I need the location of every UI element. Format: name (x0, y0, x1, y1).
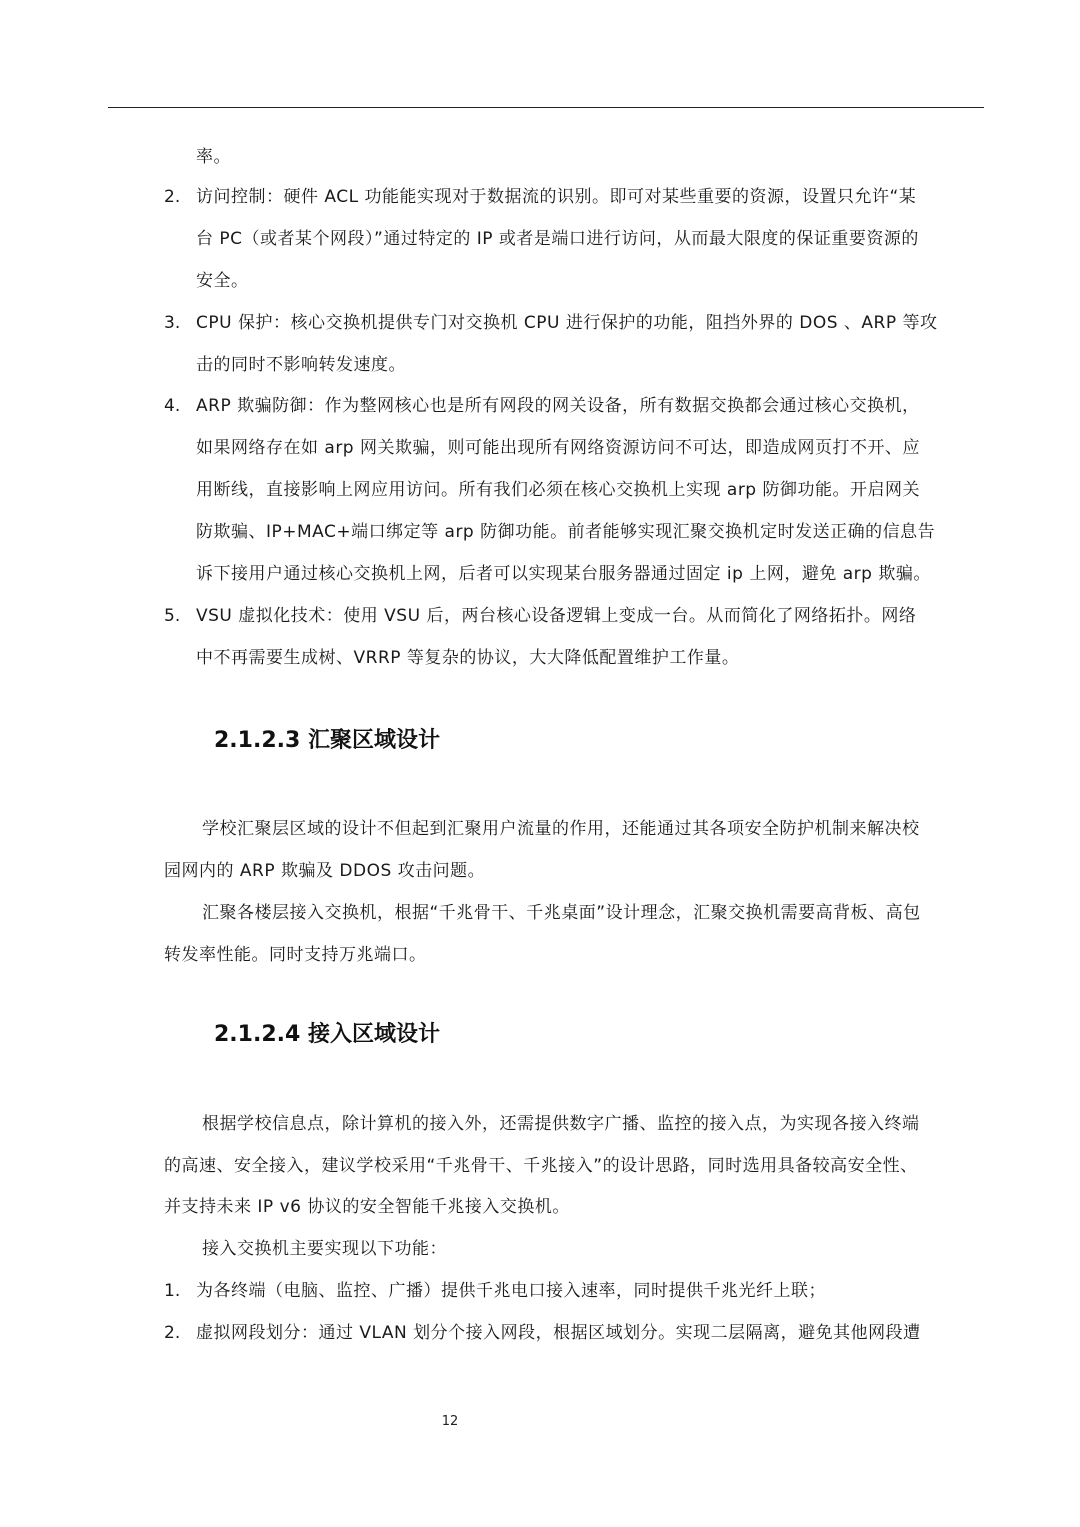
section-heading: 2.1.2.4 接入区域设计 (214, 1022, 440, 1047)
section-heading: 2.1.2.3 汇聚区域设计 (214, 728, 440, 753)
header-rule (108, 107, 984, 108)
page-number: 12 (441, 1414, 459, 1429)
